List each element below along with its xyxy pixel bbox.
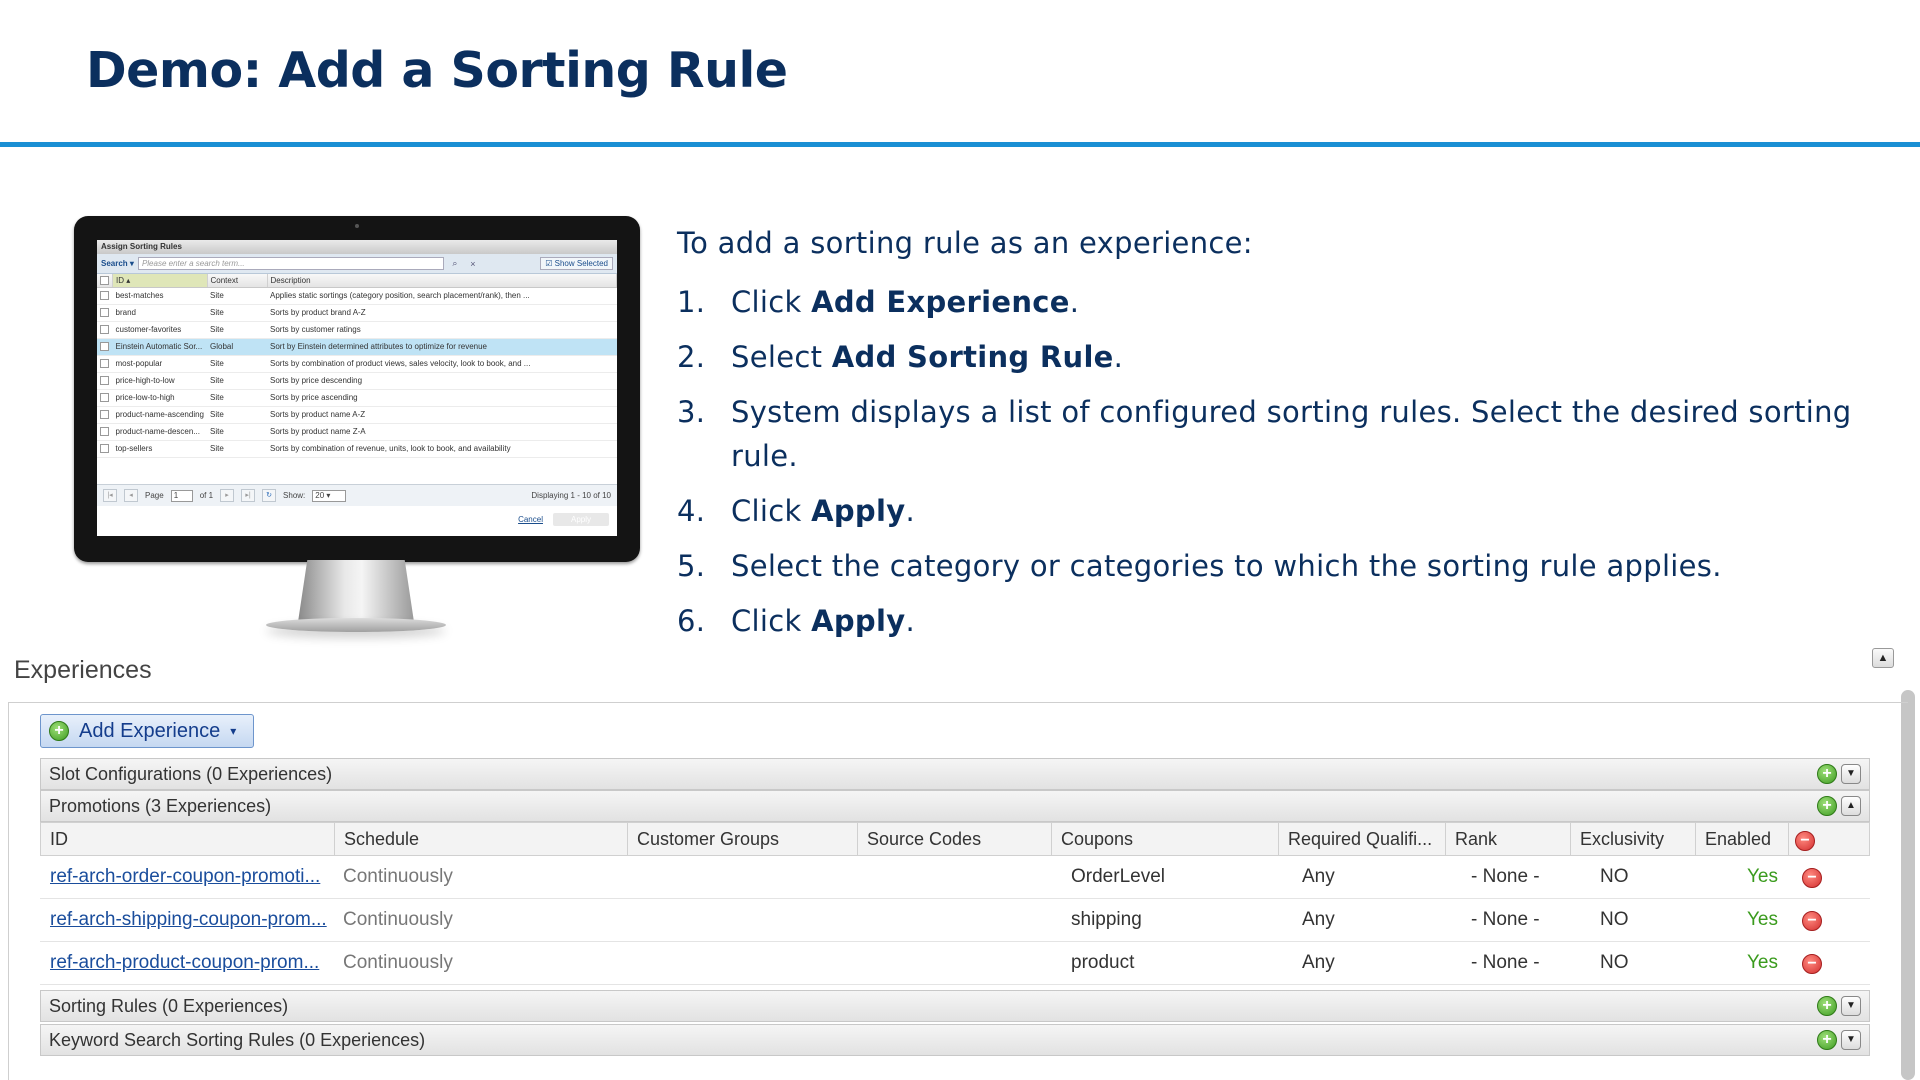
table-row[interactable] — [40, 856, 1870, 899]
enabled-cell[interactable]: Yes — [1747, 866, 1778, 887]
rank-cell: - None - — [1471, 866, 1540, 887]
column-header-description[interactable]: Description — [267, 274, 617, 287]
rank-cell: - None - — [1471, 909, 1540, 930]
schedule-cell: Continuously — [343, 952, 453, 973]
prev-page-icon[interactable]: ◂ — [124, 489, 138, 502]
column-header-enabled[interactable]: Enabled — [1696, 823, 1789, 855]
search-icon[interactable]: ⌕ — [452, 258, 458, 268]
customer-groups-cell — [627, 856, 857, 898]
coupons-cell: shipping — [1071, 909, 1142, 930]
step-4: 4. Click Apply. — [677, 494, 915, 528]
remove-all-header[interactable] — [1789, 823, 1869, 855]
monitor-screenshot — [74, 216, 640, 562]
instructions-intro: To add a sorting rule as an experience: — [677, 226, 1253, 260]
add-experience-button[interactable] — [40, 714, 254, 748]
monitor-stand — [298, 560, 414, 622]
exclusivity-cell: NO — [1600, 952, 1629, 973]
source-codes-cell — [857, 942, 1051, 984]
expand-icon[interactable]: ▼ — [1841, 996, 1861, 1016]
table-row[interactable]: most-popular Site Sorts by combination of product views, sales velocity, look to book, and ... — [97, 355, 617, 372]
column-header-id[interactable]: ID ▴ — [113, 274, 208, 287]
camera-dot — [355, 224, 359, 228]
step-2: 2. Select Add Sorting Rule. — [677, 340, 1124, 374]
section-promotions[interactable]: Promotions (3 Experiences) + ▲ — [40, 790, 1870, 822]
exclusivity-cell: NO — [1600, 866, 1629, 887]
remove-icon[interactable]: − — [1802, 954, 1822, 974]
rank-cell: - None - — [1471, 952, 1540, 973]
table-row[interactable]: price-low-to-high Site Sorts by price ascending — [97, 389, 617, 406]
add-experience-label: Add Experience — [79, 719, 221, 742]
column-header-rank[interactable]: Rank — [1446, 823, 1571, 855]
add-icon[interactable]: + — [1817, 996, 1837, 1016]
row-checkbox[interactable] — [100, 325, 109, 334]
slide-title: Demo: Add a Sorting Rule — [86, 42, 788, 99]
add-icon[interactable]: + — [1817, 1030, 1837, 1050]
show-label: Show: — [283, 491, 306, 500]
row-checkbox[interactable] — [100, 291, 109, 300]
minus-icon[interactable]: − — [1795, 831, 1815, 851]
customer-groups-cell — [627, 942, 857, 984]
apply-button[interactable]: Apply — [553, 513, 609, 526]
monitor-base — [266, 618, 446, 632]
column-header-required-qualifiers[interactable]: Required Qualifi... — [1279, 823, 1446, 855]
column-header-source-codes[interactable]: Source Codes — [858, 823, 1052, 855]
row-checkbox[interactable] — [100, 393, 109, 402]
page-number-input[interactable]: 1 — [171, 490, 193, 502]
remove-cell — [1788, 899, 1848, 941]
sorting-rules-table — [97, 274, 617, 458]
show-selected-toggle[interactable]: ☑ Show Selected — [540, 257, 613, 270]
step-5: 5. Select the category or categories to which the sorting rule applies. — [677, 549, 1722, 583]
page-of-label: of 1 — [199, 491, 214, 500]
page-label: Page — [145, 491, 164, 500]
coupons-cell: product — [1071, 952, 1135, 973]
row-checkbox[interactable] — [100, 444, 109, 453]
source-codes-cell — [857, 899, 1051, 941]
remove-cell — [1788, 856, 1848, 898]
first-page-icon[interactable]: |◂ — [103, 489, 117, 502]
table-row[interactable]: brand Site Sorts by product brand A-Z — [97, 304, 617, 321]
row-checkbox[interactable] — [100, 308, 109, 317]
column-header-schedule[interactable]: Schedule — [335, 823, 628, 855]
remove-cell — [1788, 942, 1848, 984]
add-icon[interactable]: + — [1817, 764, 1837, 784]
section-sorting-rules[interactable]: Sorting Rules (0 Experiences) + ▼ — [40, 990, 1870, 1022]
displaying-count: Displaying 1 - 10 of 10 — [531, 491, 611, 500]
column-header-coupons[interactable]: Coupons — [1052, 823, 1279, 855]
table-row[interactable] — [40, 899, 1870, 942]
required-qualifiers-cell: Any — [1302, 909, 1335, 930]
search-input[interactable]: Please enter a search term... — [138, 257, 444, 270]
section-keyword-search-sorting-rules[interactable]: Keyword Search Sorting Rules (0 Experiences) + ▼ — [40, 1024, 1870, 1056]
refresh-icon[interactable]: ↻ — [262, 489, 276, 502]
promotion-id-link[interactable]: ref-arch-order-coupon-promoti... — [50, 866, 321, 887]
next-page-icon[interactable]: ▸ — [220, 489, 234, 502]
promotions-grid-header — [40, 822, 1870, 856]
required-qualifiers-cell: Any — [1302, 866, 1335, 887]
page-size-select[interactable]: 20 ▾ — [312, 490, 346, 502]
assign-sorting-rules-dialog — [97, 240, 617, 536]
table-row[interactable]: customer-favorites Site Sorts by customer ratings — [97, 321, 617, 338]
exclusivity-cell: NO — [1600, 909, 1629, 930]
add-icon[interactable]: + — [1817, 796, 1837, 816]
enabled-cell[interactable]: Yes — [1747, 909, 1778, 930]
pagination-bar — [97, 484, 617, 506]
experiences-heading: Experiences — [14, 656, 152, 684]
source-codes-cell — [857, 856, 1051, 898]
plus-icon: + — [49, 721, 69, 741]
expand-icon[interactable]: ▼ — [1841, 764, 1861, 784]
enabled-cell[interactable]: Yes — [1747, 952, 1778, 973]
column-header-exclusivity[interactable]: Exclusivity — [1571, 823, 1696, 855]
column-header-context[interactable]: Context — [207, 274, 267, 287]
select-all-checkbox[interactable] — [97, 274, 113, 287]
customer-groups-cell — [627, 899, 857, 941]
remove-icon[interactable]: − — [1802, 868, 1822, 888]
step-3: 3. System displays a list of configured sorting rules. Select the desired sorting rule. — [677, 395, 1852, 473]
row-checkbox[interactable] — [100, 359, 109, 368]
schedule-cell: Continuously — [343, 909, 453, 930]
scroll-up-icon[interactable]: ▲ — [1872, 648, 1894, 668]
section-slot-configurations[interactable]: Slot Configurations (0 Experiences) + ▼ — [40, 758, 1870, 790]
collapse-icon[interactable]: ▲ — [1841, 796, 1861, 816]
promotion-id-link[interactable]: ref-arch-product-coupon-prom... — [50, 952, 320, 973]
step-1: 1. Click Add Experience. — [677, 285, 1080, 319]
dialog-title: Assign Sorting Rules — [97, 240, 617, 254]
last-page-icon[interactable]: ▸| — [241, 489, 255, 502]
table-row[interactable] — [40, 942, 1870, 985]
search-dropdown-button[interactable]: Search ▾ — [101, 259, 134, 268]
instruction-steps — [677, 280, 1877, 654]
clear-icon[interactable]: × — [470, 258, 476, 269]
row-checkbox[interactable] — [100, 410, 109, 419]
dialog-toolbar — [97, 254, 617, 274]
table-row[interactable]: top-sellers Site Sorts by combination of revenue, units, look to book, and availability — [97, 440, 617, 457]
table-row[interactable]: best-matches Site Applies static sortings (category position, search placement/rank), then ... — [97, 287, 617, 304]
chevron-down-icon: ▾ — [230, 724, 237, 738]
schedule-cell: Continuously — [343, 866, 453, 887]
table-row[interactable]: product-name-ascending Site Sorts by product name A-Z — [97, 406, 617, 423]
row-checkbox[interactable] — [100, 376, 109, 385]
dialog-actions — [97, 510, 617, 528]
remove-icon[interactable]: − — [1802, 911, 1822, 931]
column-header-customer-groups[interactable]: Customer Groups — [628, 823, 858, 855]
expand-icon[interactable]: ▼ — [1841, 1030, 1861, 1050]
coupons-cell: OrderLevel — [1071, 866, 1165, 887]
title-divider — [0, 142, 1920, 147]
cancel-link[interactable]: Cancel — [518, 514, 543, 524]
table-row[interactable]: price-high-to-low Site Sorts by price descending — [97, 372, 617, 389]
column-header-id[interactable]: ID — [41, 823, 335, 855]
table-row[interactable]: product-name-descen... Site Sorts by product name Z-A — [97, 423, 617, 440]
table-row-selected[interactable]: Einstein Automatic Sor... Global Sort by Einstein determined attributes to optimize for revenue — [97, 338, 617, 355]
row-checkbox[interactable] — [100, 427, 109, 436]
step-6: 6. Click Apply. — [677, 604, 915, 638]
required-qualifiers-cell: Any — [1302, 952, 1335, 973]
row-checkbox[interactable] — [100, 342, 109, 351]
promotion-id-link[interactable]: ref-arch-shipping-coupon-prom... — [50, 909, 327, 930]
